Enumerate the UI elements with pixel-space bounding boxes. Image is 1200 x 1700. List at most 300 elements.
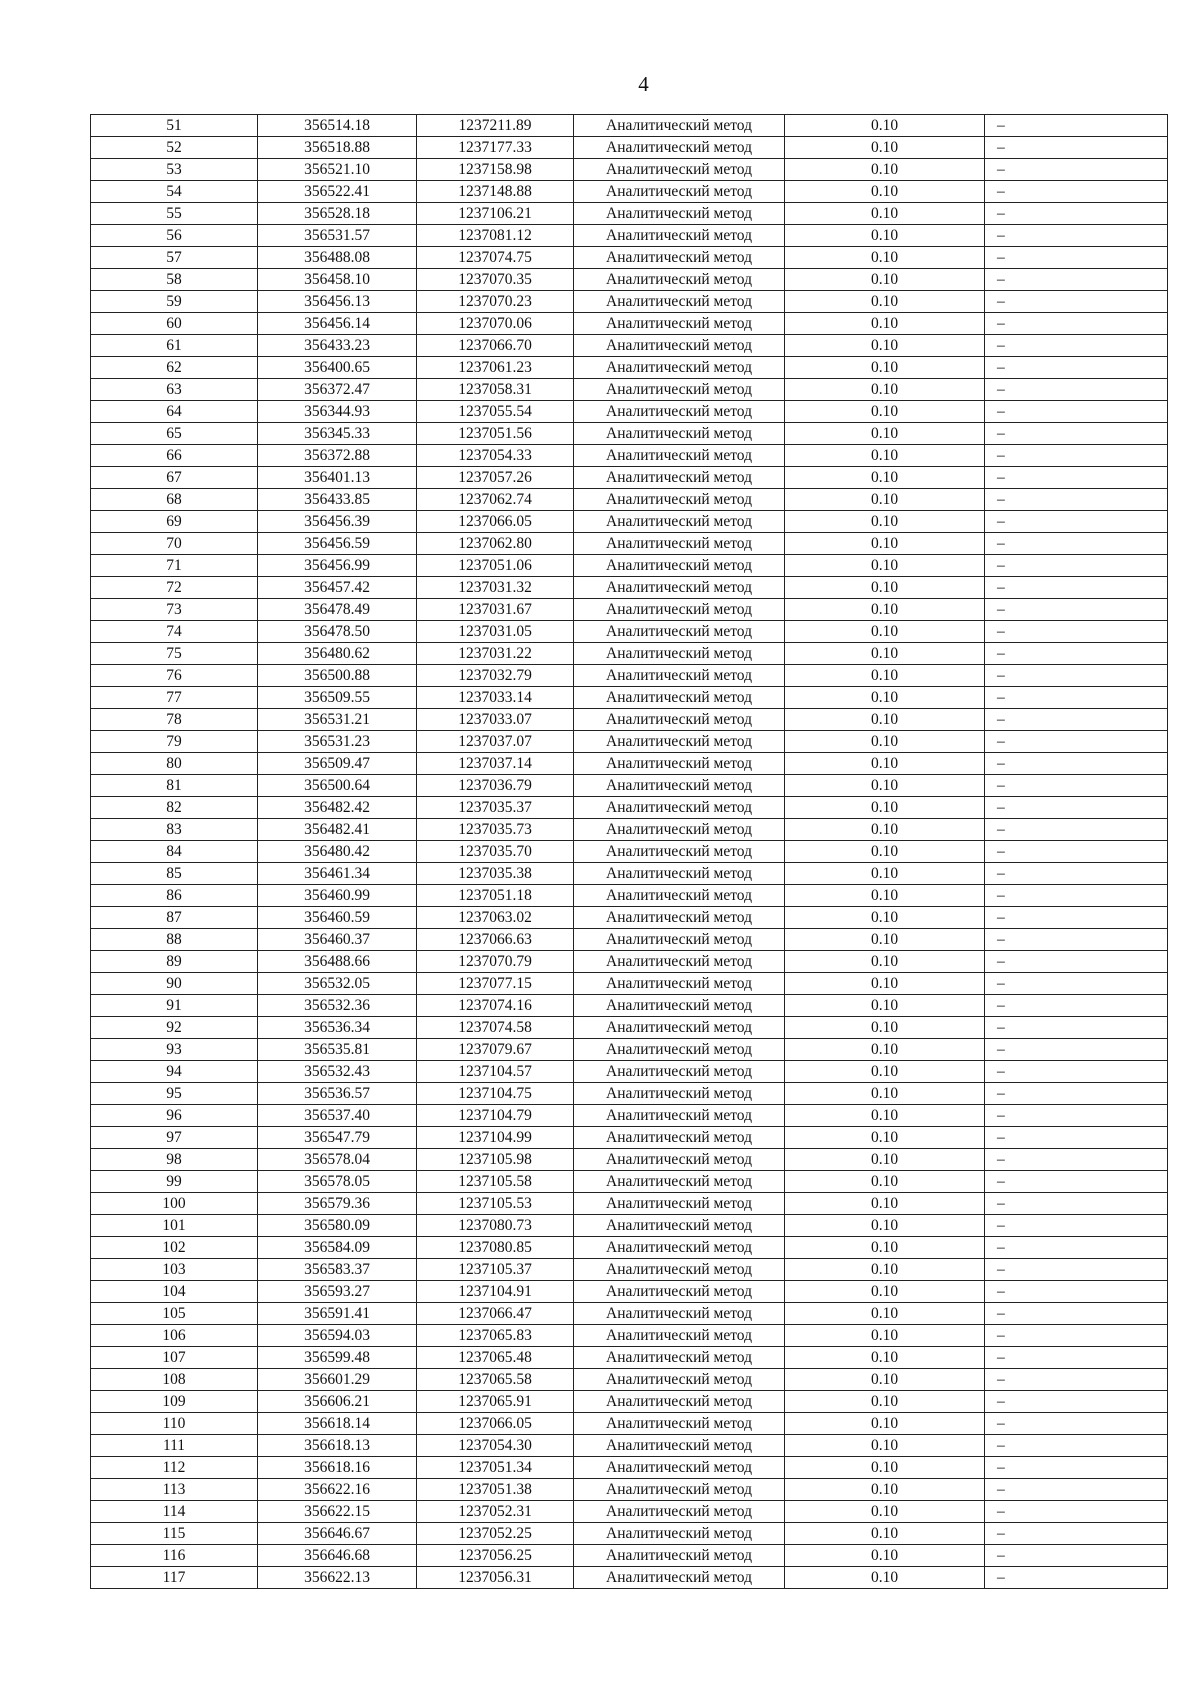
x-coordinate-cell: 356531.21 xyxy=(258,709,417,731)
accuracy-cell: 0.10 xyxy=(785,863,985,885)
accuracy-cell: 0.10 xyxy=(785,709,985,731)
description-cell: – xyxy=(985,247,1168,269)
accuracy-cell: 0.10 xyxy=(785,951,985,973)
y-coordinate-cell: 1237032.79 xyxy=(417,665,574,687)
point-number-cell: 66 xyxy=(91,445,258,467)
point-number-cell: 115 xyxy=(91,1523,258,1545)
table-row xyxy=(91,1237,1168,1259)
point-number-cell: 58 xyxy=(91,269,258,291)
description-cell: – xyxy=(985,1061,1168,1083)
method-cell: Аналитический метод xyxy=(574,907,785,929)
method-cell: Аналитический метод xyxy=(574,1127,785,1149)
point-number-cell: 111 xyxy=(91,1435,258,1457)
description-cell: – xyxy=(985,709,1168,731)
accuracy-cell: 0.10 xyxy=(785,797,985,819)
point-number-cell: 81 xyxy=(91,775,258,797)
x-coordinate-cell: 356456.13 xyxy=(258,291,417,313)
point-number-cell: 51 xyxy=(91,115,258,137)
x-coordinate-cell: 356618.16 xyxy=(258,1457,417,1479)
y-coordinate-cell: 1237057.26 xyxy=(417,467,574,489)
table-row xyxy=(91,1105,1168,1127)
point-number-cell: 73 xyxy=(91,599,258,621)
method-cell: Аналитический метод xyxy=(574,1017,785,1039)
method-cell: Аналитический метод xyxy=(574,819,785,841)
point-number-cell: 85 xyxy=(91,863,258,885)
x-coordinate-cell: 356578.05 xyxy=(258,1171,417,1193)
point-number-cell: 68 xyxy=(91,489,258,511)
description-cell: – xyxy=(985,1259,1168,1281)
method-cell: Аналитический метод xyxy=(574,1171,785,1193)
accuracy-cell: 0.10 xyxy=(785,1061,985,1083)
y-coordinate-cell: 1237070.35 xyxy=(417,269,574,291)
method-cell: Аналитический метод xyxy=(574,753,785,775)
method-cell: Аналитический метод xyxy=(574,1325,785,1347)
y-coordinate-cell: 1237148.88 xyxy=(417,181,574,203)
method-cell: Аналитический метод xyxy=(574,181,785,203)
description-cell: – xyxy=(985,929,1168,951)
description-cell: – xyxy=(985,775,1168,797)
x-coordinate-cell: 356480.62 xyxy=(258,643,417,665)
accuracy-cell: 0.10 xyxy=(785,357,985,379)
method-cell: Аналитический метод xyxy=(574,1457,785,1479)
x-coordinate-cell: 356646.68 xyxy=(258,1545,417,1567)
x-coordinate-cell: 356591.41 xyxy=(258,1303,417,1325)
point-number-cell: 106 xyxy=(91,1325,258,1347)
x-coordinate-cell: 356400.65 xyxy=(258,357,417,379)
method-cell: Аналитический метод xyxy=(574,511,785,533)
point-number-cell: 62 xyxy=(91,357,258,379)
x-coordinate-cell: 356344.93 xyxy=(258,401,417,423)
point-number-cell: 52 xyxy=(91,137,258,159)
y-coordinate-cell: 1237105.98 xyxy=(417,1149,574,1171)
table-row xyxy=(91,1083,1168,1105)
table-row xyxy=(91,379,1168,401)
table-row xyxy=(91,1127,1168,1149)
point-number-cell: 65 xyxy=(91,423,258,445)
y-coordinate-cell: 1237074.75 xyxy=(417,247,574,269)
coordinates-table-body xyxy=(91,115,1168,1589)
x-coordinate-cell: 356345.33 xyxy=(258,423,417,445)
accuracy-cell: 0.10 xyxy=(785,687,985,709)
x-coordinate-cell: 356514.18 xyxy=(258,115,417,137)
y-coordinate-cell: 1237066.47 xyxy=(417,1303,574,1325)
point-number-cell: 86 xyxy=(91,885,258,907)
description-cell: – xyxy=(985,489,1168,511)
x-coordinate-cell: 356522.41 xyxy=(258,181,417,203)
table-row xyxy=(91,203,1168,225)
point-number-cell: 53 xyxy=(91,159,258,181)
x-coordinate-cell: 356537.40 xyxy=(258,1105,417,1127)
table-row xyxy=(91,1369,1168,1391)
x-coordinate-cell: 356618.14 xyxy=(258,1413,417,1435)
accuracy-cell: 0.10 xyxy=(785,137,985,159)
method-cell: Аналитический метод xyxy=(574,247,785,269)
x-coordinate-cell: 356509.55 xyxy=(258,687,417,709)
point-number-cell: 71 xyxy=(91,555,258,577)
table-row xyxy=(91,357,1168,379)
y-coordinate-cell: 1237062.80 xyxy=(417,533,574,555)
description-cell: – xyxy=(985,467,1168,489)
accuracy-cell: 0.10 xyxy=(785,1171,985,1193)
method-cell: Аналитический метод xyxy=(574,1567,785,1589)
description-cell: – xyxy=(985,137,1168,159)
y-coordinate-cell: 1237037.07 xyxy=(417,731,574,753)
y-coordinate-cell: 1237065.48 xyxy=(417,1347,574,1369)
point-number-cell: 76 xyxy=(91,665,258,687)
method-cell: Аналитический метод xyxy=(574,1369,785,1391)
accuracy-cell: 0.10 xyxy=(785,885,985,907)
x-coordinate-cell: 356622.16 xyxy=(258,1479,417,1501)
description-cell: – xyxy=(985,533,1168,555)
method-cell: Аналитический метод xyxy=(574,423,785,445)
y-coordinate-cell: 1237031.22 xyxy=(417,643,574,665)
y-coordinate-cell: 1237080.85 xyxy=(417,1237,574,1259)
table-row xyxy=(91,555,1168,577)
point-number-cell: 105 xyxy=(91,1303,258,1325)
y-coordinate-cell: 1237066.05 xyxy=(417,1413,574,1435)
point-number-cell: 74 xyxy=(91,621,258,643)
point-number-cell: 59 xyxy=(91,291,258,313)
y-coordinate-cell: 1237051.06 xyxy=(417,555,574,577)
description-cell: – xyxy=(985,1083,1168,1105)
x-coordinate-cell: 356480.42 xyxy=(258,841,417,863)
point-number-cell: 102 xyxy=(91,1237,258,1259)
method-cell: Аналитический метод xyxy=(574,929,785,951)
table-row xyxy=(91,1039,1168,1061)
table-row xyxy=(91,599,1168,621)
table-row xyxy=(91,1281,1168,1303)
x-coordinate-cell: 356518.88 xyxy=(258,137,417,159)
method-cell: Аналитический метод xyxy=(574,555,785,577)
accuracy-cell: 0.10 xyxy=(785,1281,985,1303)
x-coordinate-cell: 356532.36 xyxy=(258,995,417,1017)
y-coordinate-cell: 1237070.23 xyxy=(417,291,574,313)
y-coordinate-cell: 1237031.32 xyxy=(417,577,574,599)
description-cell: – xyxy=(985,1545,1168,1567)
accuracy-cell: 0.10 xyxy=(785,269,985,291)
method-cell: Аналитический метод xyxy=(574,115,785,137)
x-coordinate-cell: 356500.88 xyxy=(258,665,417,687)
point-number-cell: 93 xyxy=(91,1039,258,1061)
table-row xyxy=(91,1457,1168,1479)
accuracy-cell: 0.10 xyxy=(785,1127,985,1149)
description-cell: – xyxy=(985,115,1168,137)
description-cell: – xyxy=(985,577,1168,599)
method-cell: Аналитический метод xyxy=(574,577,785,599)
method-cell: Аналитический метод xyxy=(574,269,785,291)
table-row xyxy=(91,709,1168,731)
x-coordinate-cell: 356433.23 xyxy=(258,335,417,357)
point-number-cell: 78 xyxy=(91,709,258,731)
accuracy-cell: 0.10 xyxy=(785,1347,985,1369)
method-cell: Аналитический метод xyxy=(574,885,785,907)
description-cell: – xyxy=(985,995,1168,1017)
x-coordinate-cell: 356433.85 xyxy=(258,489,417,511)
y-coordinate-cell: 1237035.38 xyxy=(417,863,574,885)
method-cell: Аналитический метод xyxy=(574,995,785,1017)
method-cell: Аналитический метод xyxy=(574,687,785,709)
method-cell: Аналитический метод xyxy=(574,401,785,423)
table-row xyxy=(91,1171,1168,1193)
x-coordinate-cell: 356547.79 xyxy=(258,1127,417,1149)
y-coordinate-cell: 1237104.75 xyxy=(417,1083,574,1105)
point-number-cell: 83 xyxy=(91,819,258,841)
x-coordinate-cell: 356606.21 xyxy=(258,1391,417,1413)
table-row xyxy=(91,533,1168,555)
accuracy-cell: 0.10 xyxy=(785,159,985,181)
method-cell: Аналитический метод xyxy=(574,621,785,643)
x-coordinate-cell: 356482.42 xyxy=(258,797,417,819)
y-coordinate-cell: 1237052.25 xyxy=(417,1523,574,1545)
accuracy-cell: 0.10 xyxy=(785,1457,985,1479)
description-cell: – xyxy=(985,621,1168,643)
x-coordinate-cell: 356372.88 xyxy=(258,445,417,467)
table-row xyxy=(91,1017,1168,1039)
accuracy-cell: 0.10 xyxy=(785,643,985,665)
accuracy-cell: 0.10 xyxy=(785,775,985,797)
description-cell: – xyxy=(985,863,1168,885)
table-row xyxy=(91,313,1168,335)
x-coordinate-cell: 356509.47 xyxy=(258,753,417,775)
accuracy-cell: 0.10 xyxy=(785,489,985,511)
accuracy-cell: 0.10 xyxy=(785,1391,985,1413)
table-row xyxy=(91,159,1168,181)
x-coordinate-cell: 356456.39 xyxy=(258,511,417,533)
description-cell: – xyxy=(985,335,1168,357)
method-cell: Аналитический метод xyxy=(574,1435,785,1457)
accuracy-cell: 0.10 xyxy=(785,1259,985,1281)
method-cell: Аналитический метод xyxy=(574,159,785,181)
y-coordinate-cell: 1237051.34 xyxy=(417,1457,574,1479)
point-number-cell: 104 xyxy=(91,1281,258,1303)
accuracy-cell: 0.10 xyxy=(785,929,985,951)
method-cell: Аналитический метод xyxy=(574,1061,785,1083)
table-row xyxy=(91,841,1168,863)
table-row xyxy=(91,1435,1168,1457)
y-coordinate-cell: 1237051.56 xyxy=(417,423,574,445)
x-coordinate-cell: 356456.14 xyxy=(258,313,417,335)
x-coordinate-cell: 356478.49 xyxy=(258,599,417,621)
table-row xyxy=(91,1479,1168,1501)
method-cell: Аналитический метод xyxy=(574,1237,785,1259)
y-coordinate-cell: 1237033.07 xyxy=(417,709,574,731)
table-row xyxy=(91,1325,1168,1347)
point-number-cell: 60 xyxy=(91,313,258,335)
accuracy-cell: 0.10 xyxy=(785,1413,985,1435)
accuracy-cell: 0.10 xyxy=(785,907,985,929)
accuracy-cell: 0.10 xyxy=(785,1149,985,1171)
x-coordinate-cell: 356618.13 xyxy=(258,1435,417,1457)
table-row xyxy=(91,1259,1168,1281)
accuracy-cell: 0.10 xyxy=(785,841,985,863)
point-number-cell: 103 xyxy=(91,1259,258,1281)
point-number-cell: 82 xyxy=(91,797,258,819)
point-number-cell: 100 xyxy=(91,1193,258,1215)
y-coordinate-cell: 1237158.98 xyxy=(417,159,574,181)
accuracy-cell: 0.10 xyxy=(785,225,985,247)
table-row xyxy=(91,1347,1168,1369)
x-coordinate-cell: 356646.67 xyxy=(258,1523,417,1545)
method-cell: Аналитический метод xyxy=(574,1215,785,1237)
table-row xyxy=(91,731,1168,753)
method-cell: Аналитический метод xyxy=(574,379,785,401)
method-cell: Аналитический метод xyxy=(574,489,785,511)
page-number: 4 xyxy=(638,72,649,96)
table-row xyxy=(91,1061,1168,1083)
method-cell: Аналитический метод xyxy=(574,1391,785,1413)
table-row xyxy=(91,1501,1168,1523)
description-cell: – xyxy=(985,181,1168,203)
x-coordinate-cell: 356579.36 xyxy=(258,1193,417,1215)
x-coordinate-cell: 356583.37 xyxy=(258,1259,417,1281)
description-cell: – xyxy=(985,951,1168,973)
x-coordinate-cell: 356461.34 xyxy=(258,863,417,885)
point-number-cell: 108 xyxy=(91,1369,258,1391)
description-cell: – xyxy=(985,555,1168,577)
point-number-cell: 55 xyxy=(91,203,258,225)
point-number-cell: 95 xyxy=(91,1083,258,1105)
description-cell: – xyxy=(985,269,1168,291)
table-row xyxy=(91,621,1168,643)
point-number-cell: 110 xyxy=(91,1413,258,1435)
description-cell: – xyxy=(985,819,1168,841)
point-number-cell: 92 xyxy=(91,1017,258,1039)
accuracy-cell: 0.10 xyxy=(785,555,985,577)
table-row xyxy=(91,1413,1168,1435)
accuracy-cell: 0.10 xyxy=(785,181,985,203)
x-coordinate-cell: 356536.57 xyxy=(258,1083,417,1105)
y-coordinate-cell: 1237104.99 xyxy=(417,1127,574,1149)
accuracy-cell: 0.10 xyxy=(785,533,985,555)
y-coordinate-cell: 1237056.31 xyxy=(417,1567,574,1589)
accuracy-cell: 0.10 xyxy=(785,1435,985,1457)
description-cell: – xyxy=(985,1105,1168,1127)
y-coordinate-cell: 1237061.23 xyxy=(417,357,574,379)
y-coordinate-cell: 1237074.16 xyxy=(417,995,574,1017)
x-coordinate-cell: 356532.43 xyxy=(258,1061,417,1083)
method-cell: Аналитический метод xyxy=(574,643,785,665)
point-number-cell: 57 xyxy=(91,247,258,269)
method-cell: Аналитический метод xyxy=(574,1105,785,1127)
table-row xyxy=(91,225,1168,247)
method-cell: Аналитический метод xyxy=(574,797,785,819)
y-coordinate-cell: 1237062.74 xyxy=(417,489,574,511)
method-cell: Аналитический метод xyxy=(574,1303,785,1325)
accuracy-cell: 0.10 xyxy=(785,1369,985,1391)
method-cell: Аналитический метод xyxy=(574,951,785,973)
x-coordinate-cell: 356401.13 xyxy=(258,467,417,489)
method-cell: Аналитический метод xyxy=(574,599,785,621)
table-row xyxy=(91,687,1168,709)
method-cell: Аналитический метод xyxy=(574,1281,785,1303)
accuracy-cell: 0.10 xyxy=(785,1105,985,1127)
method-cell: Аналитический метод xyxy=(574,731,785,753)
point-number-cell: 70 xyxy=(91,533,258,555)
accuracy-cell: 0.10 xyxy=(785,115,985,137)
table-row xyxy=(91,291,1168,313)
description-cell: – xyxy=(985,203,1168,225)
accuracy-cell: 0.10 xyxy=(785,247,985,269)
description-cell: – xyxy=(985,1347,1168,1369)
point-number-cell: 54 xyxy=(91,181,258,203)
table-row xyxy=(91,665,1168,687)
description-cell: – xyxy=(985,1281,1168,1303)
table-row xyxy=(91,137,1168,159)
point-number-cell: 75 xyxy=(91,643,258,665)
description-cell: – xyxy=(985,1413,1168,1435)
point-number-cell: 79 xyxy=(91,731,258,753)
method-cell: Аналитический метод xyxy=(574,841,785,863)
x-coordinate-cell: 356500.64 xyxy=(258,775,417,797)
x-coordinate-cell: 356578.04 xyxy=(258,1149,417,1171)
accuracy-cell: 0.10 xyxy=(785,819,985,841)
accuracy-cell: 0.10 xyxy=(785,1325,985,1347)
y-coordinate-cell: 1237105.53 xyxy=(417,1193,574,1215)
x-coordinate-cell: 356584.09 xyxy=(258,1237,417,1259)
table-row xyxy=(91,863,1168,885)
x-coordinate-cell: 356488.66 xyxy=(258,951,417,973)
table-row xyxy=(91,489,1168,511)
point-number-cell: 67 xyxy=(91,467,258,489)
method-cell: Аналитический метод xyxy=(574,1523,785,1545)
description-cell: – xyxy=(985,511,1168,533)
method-cell: Аналитический метод xyxy=(574,445,785,467)
method-cell: Аналитический метод xyxy=(574,357,785,379)
y-coordinate-cell: 1237104.91 xyxy=(417,1281,574,1303)
x-coordinate-cell: 356456.59 xyxy=(258,533,417,555)
method-cell: Аналитический метод xyxy=(574,203,785,225)
table-row xyxy=(91,907,1168,929)
description-cell: – xyxy=(985,1215,1168,1237)
y-coordinate-cell: 1237066.05 xyxy=(417,511,574,533)
accuracy-cell: 0.10 xyxy=(785,621,985,643)
method-cell: Аналитический метод xyxy=(574,1149,785,1171)
table-row xyxy=(91,1523,1168,1545)
y-coordinate-cell: 1237066.70 xyxy=(417,335,574,357)
method-cell: Аналитический метод xyxy=(574,863,785,885)
description-cell: – xyxy=(985,1127,1168,1149)
description-cell: – xyxy=(985,1017,1168,1039)
description-cell: – xyxy=(985,643,1168,665)
method-cell: Аналитический метод xyxy=(574,973,785,995)
point-number-cell: 87 xyxy=(91,907,258,929)
accuracy-cell: 0.10 xyxy=(785,511,985,533)
description-cell: – xyxy=(985,687,1168,709)
y-coordinate-cell: 1237033.14 xyxy=(417,687,574,709)
point-number-cell: 99 xyxy=(91,1171,258,1193)
y-coordinate-cell: 1237104.57 xyxy=(417,1061,574,1083)
point-number-cell: 98 xyxy=(91,1149,258,1171)
y-coordinate-cell: 1237031.05 xyxy=(417,621,574,643)
x-coordinate-cell: 356531.57 xyxy=(258,225,417,247)
y-coordinate-cell: 1237077.15 xyxy=(417,973,574,995)
table-row xyxy=(91,577,1168,599)
y-coordinate-cell: 1237056.25 xyxy=(417,1545,574,1567)
y-coordinate-cell: 1237051.38 xyxy=(417,1479,574,1501)
table-row xyxy=(91,1149,1168,1171)
point-number-cell: 64 xyxy=(91,401,258,423)
table-row xyxy=(91,885,1168,907)
table-row xyxy=(91,643,1168,665)
description-cell: – xyxy=(985,1567,1168,1589)
table-row xyxy=(91,1391,1168,1413)
table-row xyxy=(91,467,1168,489)
x-coordinate-cell: 356622.13 xyxy=(258,1567,417,1589)
y-coordinate-cell: 1237058.31 xyxy=(417,379,574,401)
accuracy-cell: 0.10 xyxy=(785,291,985,313)
method-cell: Аналитический метод xyxy=(574,335,785,357)
y-coordinate-cell: 1237104.79 xyxy=(417,1105,574,1127)
